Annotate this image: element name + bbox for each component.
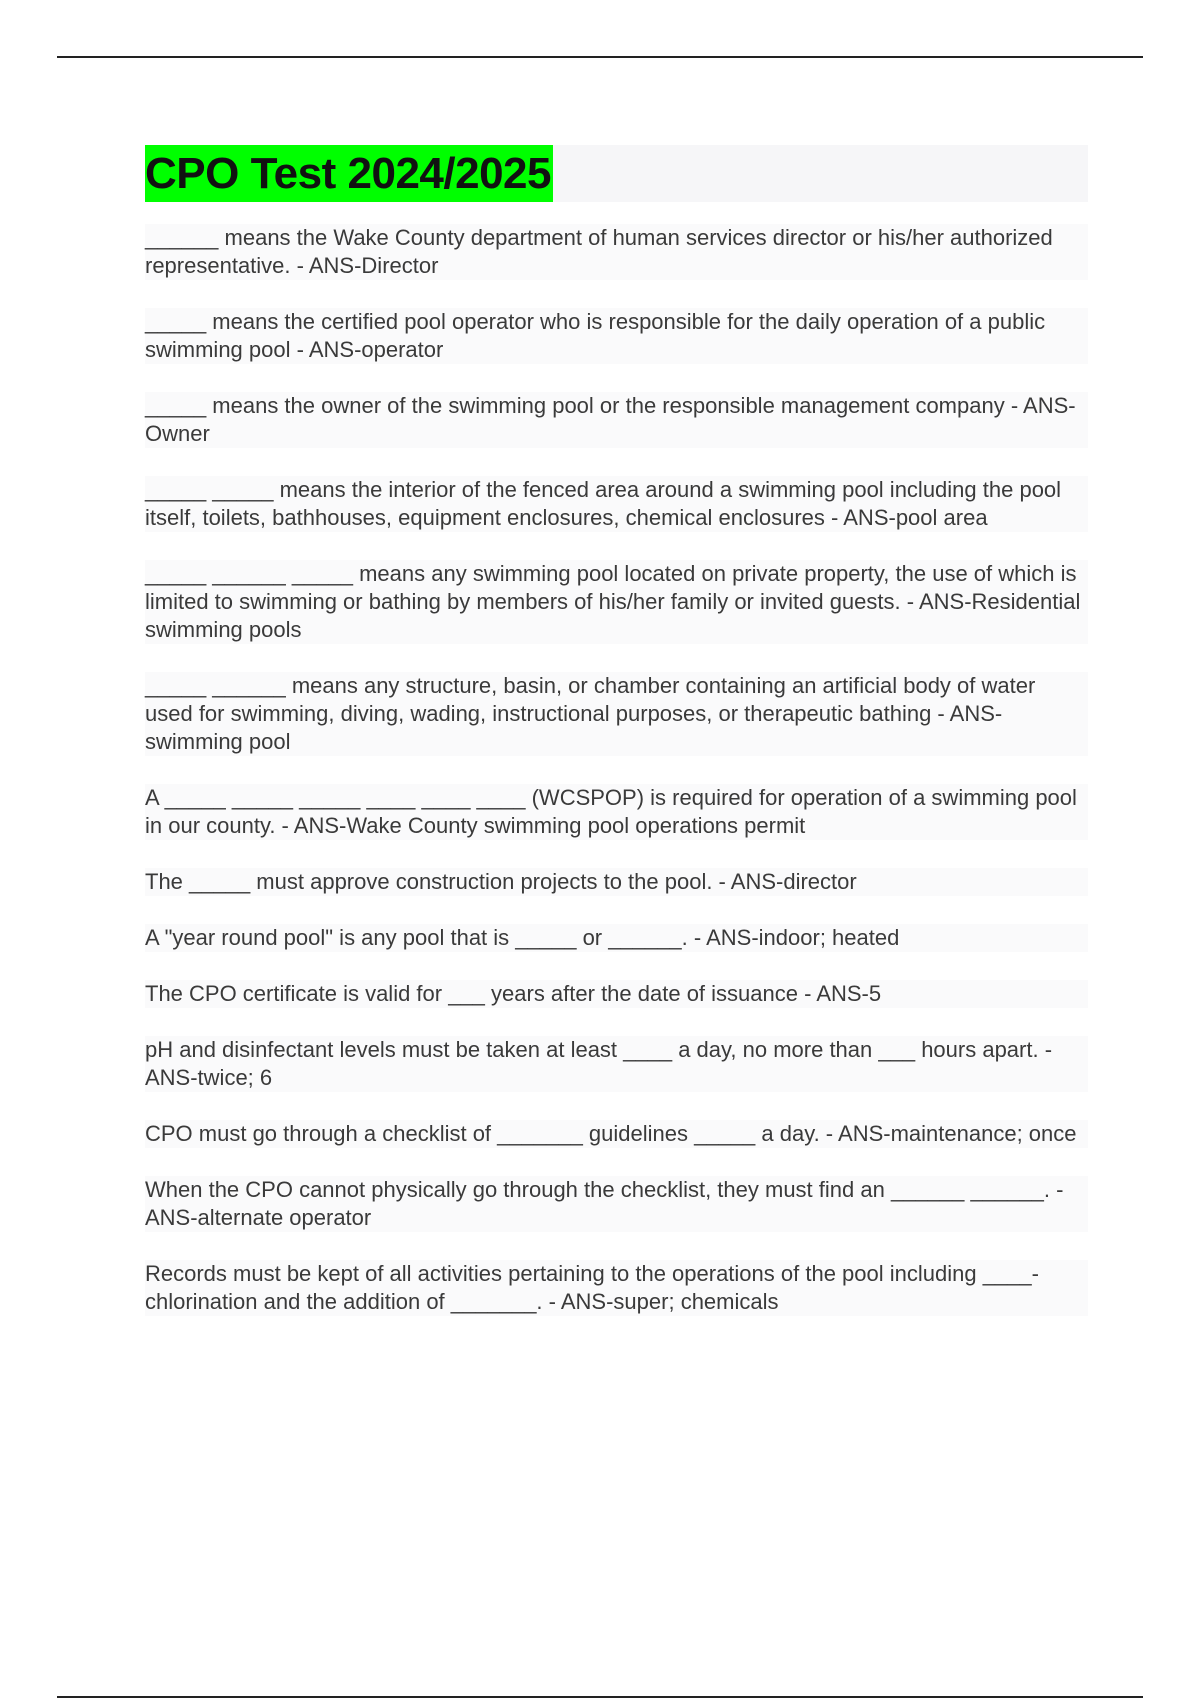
question-item: _____ ______ means any structure, basin, or chamber containing an artificial body of water used for swimming, diving, wading, instructional purposes, or therapeutic bathing - ANS-swimming pool: [145, 672, 1088, 756]
question-item: A _____ _____ _____ ____ ____ ____ (WCSPOP) is required for operation of a swimming pool in our county. - ANS-Wake County swimming pool operations permit: [145, 784, 1088, 840]
question-item: ______ means the Wake County department of human services director or his/her authorized representative. - ANS-Director: [145, 224, 1088, 280]
question-item: _____ means the certified pool operator who is responsible for the daily operation of a public swimming pool - ANS-operator: [145, 308, 1088, 364]
question-item: The _____ must approve construction projects to the pool. - ANS-director: [145, 868, 1088, 896]
question-item: The CPO certificate is valid for ___ years after the date of issuance - ANS-5: [145, 980, 1088, 1008]
question-item: Records must be kept of all activities pertaining to the operations of the pool including ____-chlorination and the addition of _______. - ANS-super; chemicals: [145, 1260, 1088, 1316]
question-item: _____ means the owner of the swimming pool or the responsible management company - ANS-Owner: [145, 392, 1088, 448]
header-rule: [57, 56, 1143, 58]
question-item: _____ ______ _____ means any swimming pool located on private property, the use of which is limited to swimming or bathing by members of his/her family or invited guests. - ANS-Residential swimming pools: [145, 560, 1088, 644]
footer-rule: [57, 1696, 1143, 1698]
question-item: pH and disinfectant levels must be taken at least ____ a day, no more than ___ hours apart. - ANS-twice; 6: [145, 1036, 1088, 1092]
question-item: _____ _____ means the interior of the fenced area around a swimming pool including the pool itself, toilets, bathhouses, equipment enclosures, chemical enclosures - ANS-pool area: [145, 476, 1088, 532]
question-item: CPO must go through a checklist of _______ guidelines _____ a day. - ANS-maintenance; once: [145, 1120, 1088, 1148]
title-bar: [145, 145, 1088, 202]
document-title: CPO Test 2024/2025: [145, 145, 553, 202]
question-item: When the CPO cannot physically go through the checklist, they must find an ______ ______. - ANS-alternate operator: [145, 1176, 1088, 1232]
document-body: [145, 145, 1088, 1344]
question-item: A "year round pool" is any pool that is _____ or ______. - ANS-indoor; heated: [145, 924, 1088, 952]
